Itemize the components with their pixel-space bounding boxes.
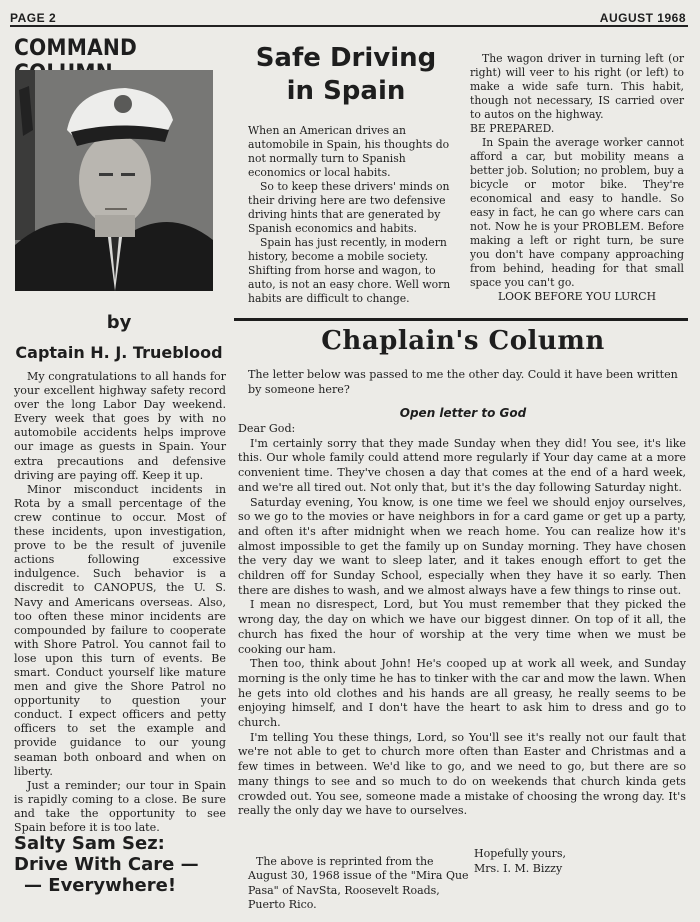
command-paragraph: Just a reminder; our tour in Spain is rapidly coming to a close. Be sure and take the opportunity to see Spain before it is too late.: [14, 778, 226, 834]
safe-driving-column-1: [248, 124, 458, 306]
page-number: PAGE 2: [10, 11, 57, 25]
command-paragraph: My congratulations to all hands for your excellent highway safety record over the long Labor Day weekend. Every week that goes by with no automobile accidents helps improve our image as guests in Spain. Your extra precautions and defensive driving are paying off. Keep it up.: [14, 370, 226, 482]
safe-driving-paragraph: The wagon driver in turning left (or right) will veer to his right (or left) to make a wide safe turn. This habit, though not necessary, IS carried over to autos on the highway.: [470, 52, 684, 121]
letter-paragraph: I mean no disrespect, Lord, but You must remember that they picked the wrong day, the day on which we have our biggest dinner. On top of it all, the church has fixed the hour of worship at the very time when we must be cooking our ham.: [238, 598, 686, 656]
safe-driving-title-line: in Spain: [286, 76, 406, 106]
safe-driving-paragraph: So to keep these drivers' minds on their driving here are two defensive driving hints that are generated by Spanish economics and habits.: [248, 180, 450, 235]
chaplains-column-title: Chaplain's Column: [321, 326, 605, 356]
letter-signoff: [474, 846, 674, 876]
issue-date: AUGUST 1968: [599, 11, 686, 25]
section-divider: [234, 318, 688, 321]
byline-by: by: [106, 312, 132, 333]
open-letter-heading: Open letter to God: [399, 406, 527, 420]
salty-line: Drive With Care —: [14, 854, 199, 875]
author-name: Captain H. J. Trueblood: [15, 343, 223, 362]
chaplain-intro: The letter below was passed to me the other day. Could it have been written by someone here?: [248, 368, 678, 396]
command-column-title: COMMAND: [14, 36, 138, 61]
safe-driving-column-2: [470, 52, 684, 304]
letter-paragraph: Saturday evening, You know, is one time we feel we should enjoy ourselves, so we go to the movies or have neighbors in for a card game or get up a party, and often it's after midnight when we reach home. You can realize how it's almost impossible to get the family up on Sunday morning. They have chosen the very day we want to sleep later, and it takes enough effort to get the children off for Sunday School, especially when they have it so early. Then there are dishes to wash, and we almost always have a few things to rinse out.: [238, 495, 686, 597]
look-before-you-lurch: LOOK BEFORE YOU LURCH: [498, 290, 656, 303]
letter-paragraph: Then too, think about John! He's cooped up at work all week, and Sunday morning is the only time he has to tinker with the car and mow the lawn. When he gets into old clothes and his hands are all greasy, he really seems to be enjoying himself, and I don't have the heart to ask him to dress and go to church.: [238, 657, 686, 730]
letter-paragraph: I'm telling You these things, Lord, so You'll see it's really not our fault that we're not able to get to church more often than Easter and Christmas and a few times in between. We'd like to go, and we need to go, but there are so many things to see and so much to do on weekends that church kinda gets crowded out. You see, someone made a mistake of choosing the wrong day. It's really the only day we have to ourselves.: [238, 730, 686, 818]
command-column-body: [14, 370, 226, 835]
safe-driving-paragraph: In Spain the average worker cannot afford a car, but mobility means a better job. Solution; no problem, buy a bicycle or motor bike. They're economical and easy to handle. So easy in fact, he can go where cars can not. Now he is your PROBLEM. Before making a left or right turn, be sure you don't have company approaching from behind, heading for that small space you can't go.: [470, 136, 684, 289]
letter-closing: Hopefully yours,: [474, 847, 566, 860]
safe-driving-paragraph: Spain has just recently, in modern history, become a mobile society. Shifting from horse and wagon, to auto, is not an easy chore. Well worn habits are difficult to change.: [248, 236, 451, 305]
safe-driving-title: [236, 42, 456, 108]
letter-body: [238, 422, 686, 819]
salty-line: — Everywhere!: [24, 875, 177, 896]
be-prepared-text: BE PREPARED.: [470, 122, 555, 135]
command-paragraph: Minor misconduct incidents in Rota by a small percentage of the crew continue to occur. Most of these incidents, upon investigation, prove to be the result of juvenile actions following excessive indulgence. Such behavior is a discredit to CANOPUS, the U. S. Navy and Americans overseas. Also, too often these minor incidents are compounded by failure to cooperate with Shore Patrol. You cannot fail to lose upon this turn of events. Be smart. Conduct yourself like mature men and give the Shore Patrol no opportunity to question your conduct. I expect officers and petty officers to set the example and provide guidance to our young seaman both onboard and when on liberty.: [14, 482, 226, 778]
letter-salutation: Dear God:: [238, 422, 296, 435]
letter-paragraph: I'm certainly sorry that they made Sunday when they did! You see, it's like this. Our whole family could attend more regularly if Your day came at a more convenient time. They've chosen a day that comes at the end of a hard week, and we're all tired out. Not only that, but it's the day following Saturday night.: [238, 436, 686, 494]
reprint-note-text: The above is reprinted from the August 30, 1968 issue of the "Mira Que Pasa" of NavSta, Roosevelt Roads, Puerto Rico.: [248, 855, 469, 912]
salty-line: Salty Sam Sez:: [14, 833, 165, 854]
letter-signature: Mrs. I. M. Bizzy: [474, 862, 563, 875]
header-rule: [10, 25, 688, 27]
safe-driving-title-line: Safe Driving: [255, 43, 437, 73]
reprint-note: [248, 855, 470, 913]
salty-sam-slogan: [14, 833, 228, 896]
captain-portrait-photo: [15, 70, 213, 291]
safe-driving-paragraph: When an American drives an automobile in Spain, his thoughts do not normally turn to Spanish economics or local habits.: [248, 124, 450, 179]
